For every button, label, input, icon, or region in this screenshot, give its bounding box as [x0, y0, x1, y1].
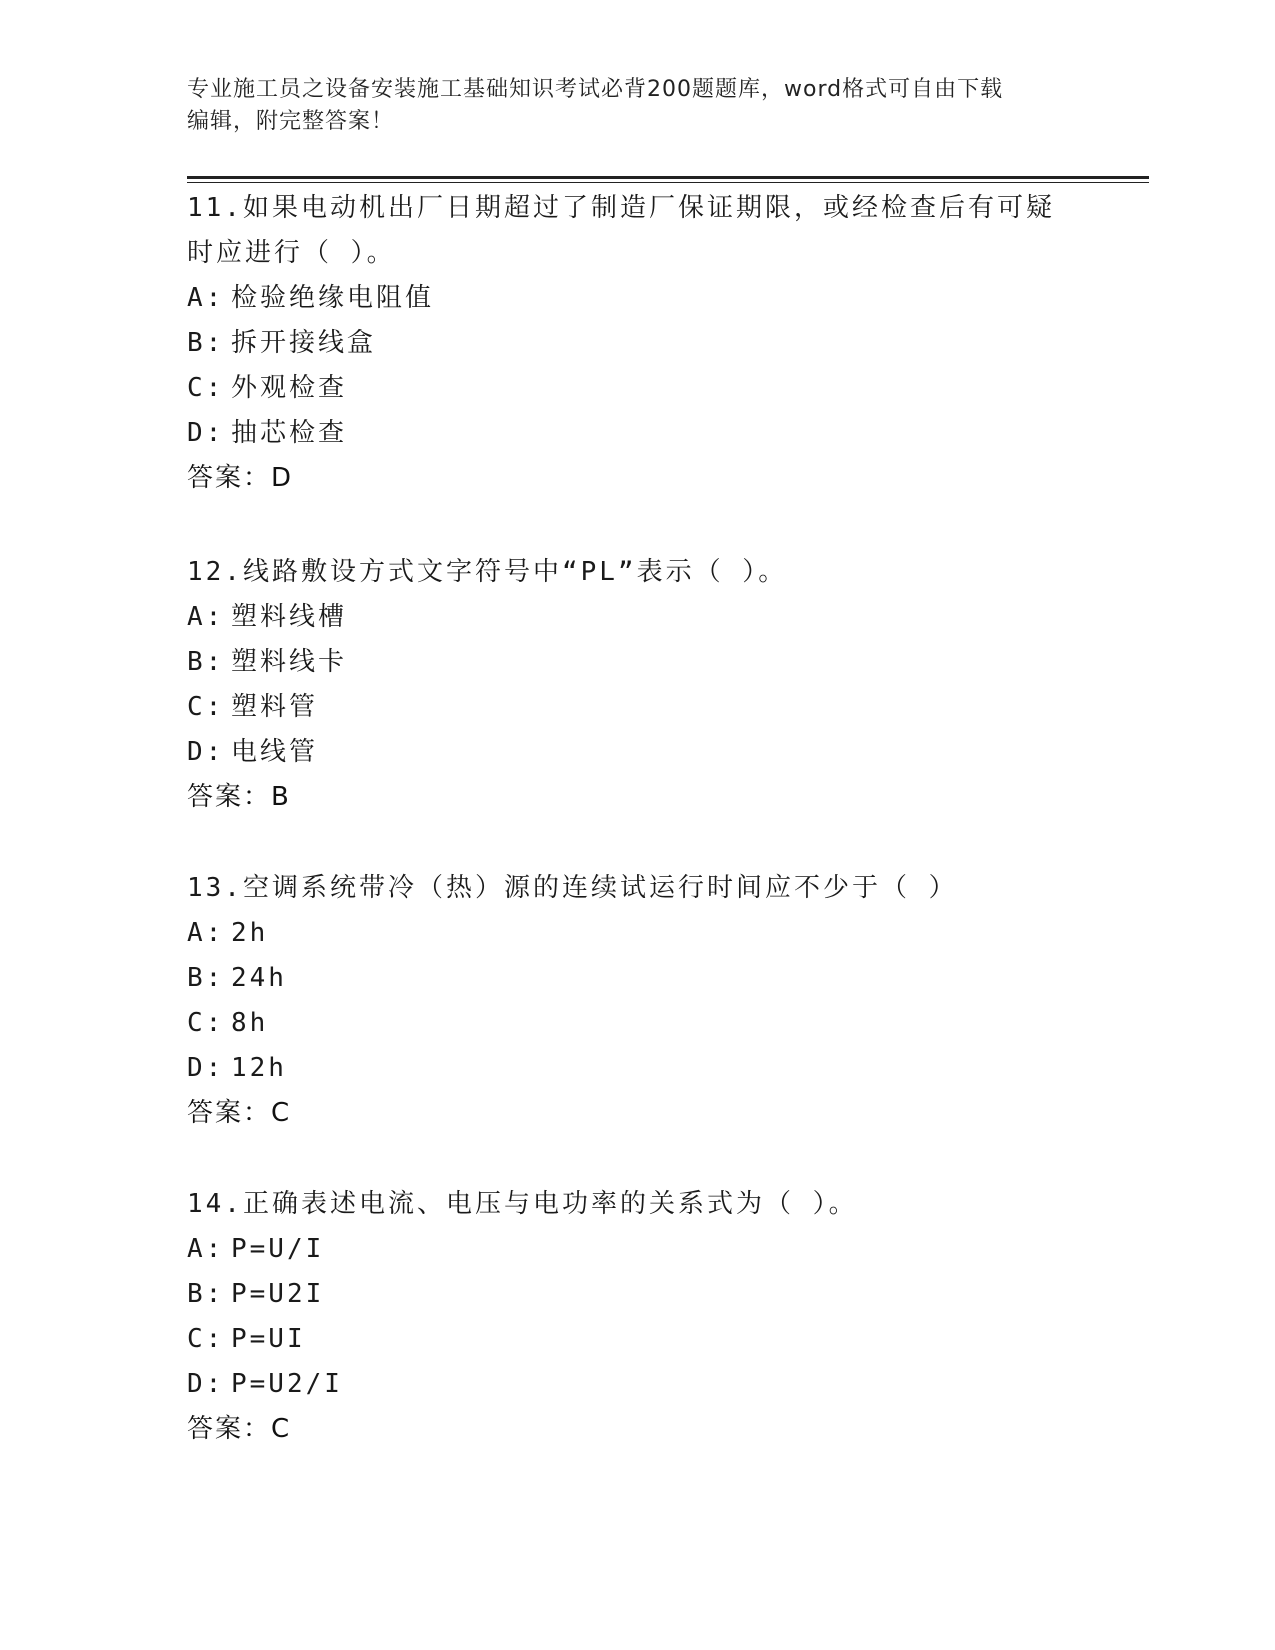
option-letter: B:: [187, 1279, 225, 1309]
option-b: [187, 956, 1087, 1001]
answer-line: 答案：D: [187, 463, 294, 493]
header-divider-thick: [187, 176, 1149, 179]
option-text: P=U/I: [231, 1234, 325, 1264]
option-c: [187, 685, 1087, 730]
question-text: 12.线路敷设方式文字符号中“PL”表示（ ）。: [187, 557, 788, 587]
option-a: [187, 595, 1087, 640]
option-text: 塑料线槽: [231, 602, 348, 632]
option-c: [187, 1317, 1087, 1362]
question-block-11: [187, 186, 1087, 501]
answer-line: 答案：C: [187, 1098, 292, 1128]
question-text: 14.正确表述电流、电压与电功率的关系式为（ ）。: [187, 1189, 858, 1219]
option-text: 24h: [231, 963, 287, 993]
option-text: 12h: [231, 1053, 287, 1083]
question-block-14: [187, 1182, 1087, 1452]
question-text: 11.如果电动机出厂日期超过了制造厂保证期限，或经检查后有可疑时应进行（ ）。: [187, 193, 1055, 268]
option-text: 检验绝缘电阻值: [231, 283, 435, 313]
option-text: 2h: [231, 918, 269, 948]
option-b: [187, 1272, 1087, 1317]
option-b: [187, 321, 1087, 366]
option-letter: D:: [187, 1053, 225, 1083]
option-letter: A:: [187, 1234, 225, 1264]
option-text: 外观检查: [231, 373, 348, 403]
option-c: [187, 1001, 1087, 1046]
option-text: 电线管: [231, 737, 319, 767]
option-text: 8h: [231, 1008, 269, 1038]
option-letter: B:: [187, 963, 225, 993]
option-text: 塑料线卡: [231, 647, 348, 677]
option-letter: C:: [187, 1008, 225, 1038]
option-c: [187, 366, 1087, 411]
header-line-2: 编辑，附完整答案！: [187, 109, 395, 134]
option-text: 抽芯检查: [231, 418, 348, 448]
option-letter: D:: [187, 737, 225, 767]
option-text: P=U2I: [231, 1279, 325, 1309]
option-text: 塑料管: [231, 692, 319, 722]
option-letter: C:: [187, 1324, 225, 1354]
option-a: [187, 1227, 1087, 1272]
option-a: [187, 276, 1087, 321]
option-d: [187, 411, 1087, 456]
option-letter: D:: [187, 1369, 225, 1399]
question-text: 13.空调系统带冷（热）源的连续试运行时间应不少于（ ）: [187, 873, 958, 903]
option-a: [187, 911, 1087, 956]
question-block-12: [187, 550, 1087, 820]
option-b: [187, 640, 1087, 685]
option-letter: C:: [187, 373, 225, 403]
answer-line: 答案：C: [187, 1414, 292, 1444]
question-block-13: [187, 866, 1087, 1136]
option-text: P=UI: [231, 1324, 306, 1354]
option-letter: A:: [187, 918, 225, 948]
option-letter: C:: [187, 692, 225, 722]
header-divider-thin: [187, 182, 1149, 183]
header-line-1: 专业施工员之设备安装施工基础知识考试必背200题题库，word格式可自由下载: [187, 77, 1004, 102]
option-letter: A:: [187, 602, 225, 632]
answer-line: 答案：B: [187, 782, 291, 812]
option-letter: B:: [187, 328, 225, 358]
option-d: [187, 730, 1087, 775]
option-letter: B:: [187, 647, 225, 677]
document-header: [187, 74, 1067, 138]
option-letter: D:: [187, 418, 225, 448]
option-text: P=U2/I: [231, 1369, 343, 1399]
option-text: 拆开接线盒: [231, 328, 377, 358]
option-d: [187, 1362, 1087, 1407]
option-letter: A:: [187, 283, 225, 313]
option-d: [187, 1046, 1087, 1091]
